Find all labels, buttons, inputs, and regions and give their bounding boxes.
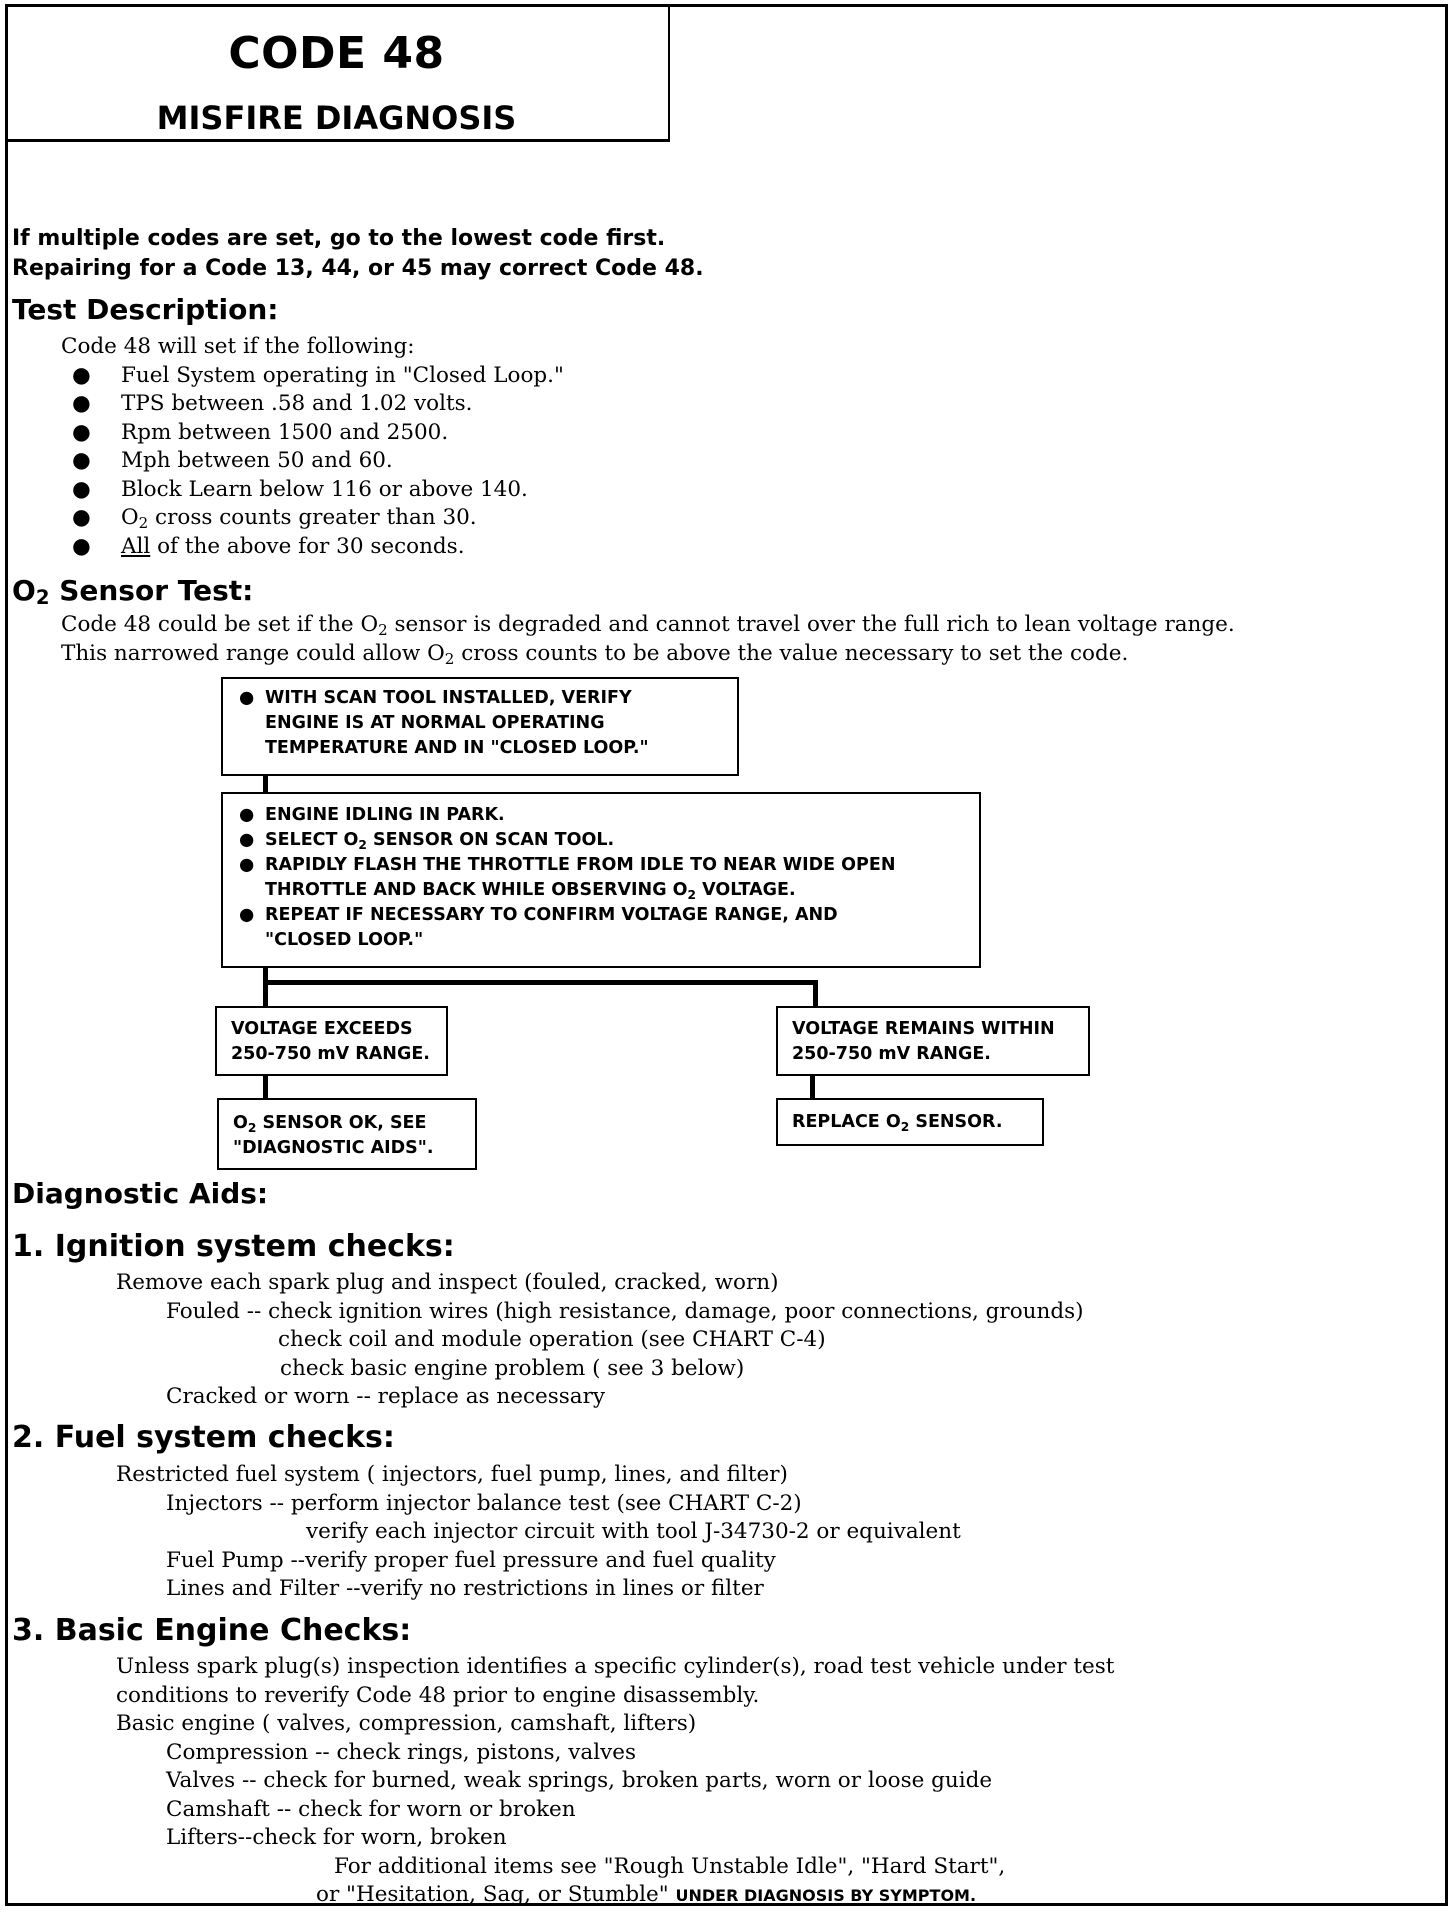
bullet-icon: ● xyxy=(239,905,255,925)
flow-line: 250-750 mV RANGE. xyxy=(792,1044,991,1064)
text-line: Cracked or worn -- replace as necessary xyxy=(166,1384,606,1409)
flow-line: ● RAPIDLY FLASH THE THROTTLE FROM IDLE TO NEAR WIDE OPEN xyxy=(223,853,979,878)
diagnostic-aids-heading: Diagnostic Aids: xyxy=(12,1177,269,1210)
bullet-icon: ● xyxy=(72,419,91,445)
bullet-icon: ● xyxy=(239,805,255,825)
text-line: For additional items see "Rough Unstable Idle", "Hard Start", xyxy=(334,1853,1006,1879)
text-line: check coil and module operation (see CHART C-4) xyxy=(278,1327,826,1352)
list-item: ● TPS between .58 and 1.02 volts. xyxy=(61,390,564,419)
bullet-icon: ● xyxy=(239,830,255,850)
text-line: Basic engine ( valves, compression, camshaft, lifters) xyxy=(116,1711,697,1736)
engine-checks-heading: 3. Basic Engine Checks: xyxy=(12,1613,412,1648)
fuel-checks-text xyxy=(0,1461,961,1604)
text-line: Fuel Pump --verify proper fuel pressure and fuel quality xyxy=(166,1547,776,1573)
text-line: Lifters--check for worn, broken xyxy=(166,1825,507,1850)
ignition-checks-text xyxy=(0,1269,1084,1412)
code-subtitle: MISFIRE DIAGNOSIS xyxy=(156,99,517,137)
list-item: ● Block Learn below 116 or above 140. xyxy=(61,476,564,505)
flow-box-sensor-ok xyxy=(217,1098,477,1170)
test-description-lead: Code 48 will set if the following: xyxy=(61,334,415,359)
engine-checks-text xyxy=(0,1653,1114,1911)
test-description-list xyxy=(61,333,564,561)
flow-line: ● WITH SCAN TOOL INSTALLED, VERIFY xyxy=(223,686,737,711)
text-line: Remove each spark plug and inspect (fouled, cracked, worn) xyxy=(116,1270,779,1295)
text-line: Valves -- check for burned, weak springs, broken parts, worn or loose guide xyxy=(166,1768,993,1793)
flow-line: VOLTAGE REMAINS WITHIN xyxy=(792,1019,1055,1039)
code-title: CODE 48 xyxy=(228,28,445,79)
text-line: Unless spark plug(s) inspection identifies a specific cylinder(s), road test vehicle under test xyxy=(116,1654,1115,1679)
flow-connector xyxy=(813,980,818,1008)
flow-line: TEMPERATURE AND IN "CLOSED LOOP." xyxy=(265,738,649,758)
list-item: ● Fuel System operating in "Closed Loop." xyxy=(61,362,564,391)
flow-line: THROTTLE AND BACK WHILE OBSERVING $O_2$ VOLTAGE. xyxy=(265,880,796,902)
flow-line: $O_2$ SENSOR OK, SEE xyxy=(233,1113,427,1135)
o2-paragraph-line-2: This narrowed range could allow $O_2$ cross counts to be above the value necessary to set the code. xyxy=(61,640,1129,668)
o2-paragraph-line-1: Code 48 could be set if the $O_2$ sensor is degraded and cannot travel over the full rich to lean voltage range. xyxy=(61,612,1235,639)
flow-line: 250-750 mV RANGE. xyxy=(231,1044,430,1064)
flow-connector xyxy=(263,1076,268,1098)
test-description-heading: Test Description: xyxy=(12,293,279,326)
flow-box-replace-sensor xyxy=(776,1098,1044,1146)
flow-line: VOLTAGE EXCEEDS xyxy=(231,1019,413,1039)
bullet-icon: ● xyxy=(72,505,91,530)
intro-line-1: If multiple codes are set, go to the lowest code first. xyxy=(12,226,666,251)
text-line: Camshaft -- check for worn or broken xyxy=(166,1796,576,1822)
text-line: conditions to reverify Code 48 prior to engine disassembly. xyxy=(116,1682,760,1708)
flow-line: ENGINE IS AT NORMAL OPERATING xyxy=(265,713,605,733)
bullet-icon: ● xyxy=(239,688,255,708)
flow-connector xyxy=(263,968,268,1008)
flow-line: ● ENGINE IDLING IN PARK. xyxy=(223,803,979,828)
flow-box-voltage-exceeds xyxy=(215,1006,448,1076)
flow-box-throttle-test xyxy=(221,792,981,968)
flow-line: REPLACE $O_2$ SENSOR. xyxy=(792,1112,1003,1134)
intro-line-2: Repairing for a Code 13, 44, or 45 may correct Code 48. xyxy=(12,256,704,281)
text-line: Compression -- check rings, pistons, valves xyxy=(166,1739,637,1765)
bullet-icon: ● xyxy=(72,391,91,416)
ignition-checks-heading: 1. Ignition system checks: xyxy=(12,1229,455,1264)
text-line: Lines and Filter --verify no restrictions in lines or filter xyxy=(166,1576,764,1601)
flow-line: "CLOSED LOOP." xyxy=(265,930,424,950)
flow-connector xyxy=(263,776,268,792)
flow-line: ● REPEAT IF NECESSARY TO CONFIRM VOLTAGE RANGE, AND xyxy=(223,903,979,928)
bullet-icon: ● xyxy=(72,362,91,388)
text-line: verify each injector circuit with tool J-34730-2 or equivalent xyxy=(306,1519,961,1544)
symptom-reference: UNDER DIAGNOSIS BY SYMPTOM. xyxy=(675,1886,977,1905)
text-line: Restricted fuel system ( injectors, fuel pump, lines, and filter) xyxy=(116,1462,788,1487)
intro-text xyxy=(12,224,704,284)
title-block xyxy=(5,4,670,142)
bullet-icon: ● xyxy=(72,476,91,502)
text-line: or "Hesitation, Sag, or Stumble" UNDER DIAGNOSIS BY SYMPTOM. xyxy=(316,1882,977,1907)
o2-sensor-test-text xyxy=(61,611,1235,668)
text-line: Injectors -- perform injector balance test (see CHART C-2) xyxy=(166,1490,802,1516)
flow-line: ● SELECT $O_2$ SENSOR ON SCAN TOOL. xyxy=(239,830,615,852)
list-item: ● $O_2$ cross counts greater than 30. xyxy=(72,505,477,532)
fuel-checks-heading: 2. Fuel system checks: xyxy=(12,1420,395,1455)
flow-line: "DIAGNOSTIC AIDS". xyxy=(233,1138,434,1158)
flow-connector xyxy=(810,1076,815,1098)
list-item: ● Rpm between 1500 and 2500. xyxy=(61,419,564,448)
bullet-icon: ● xyxy=(72,448,91,473)
text-line: check basic engine problem ( see 3 below) xyxy=(280,1355,745,1381)
flow-box-voltage-within xyxy=(776,1006,1090,1076)
list-item: ● Mph between 50 and 60. xyxy=(61,447,564,476)
text-line: Fouled -- check ignition wires (high resistance, damage, poor connections, grounds) xyxy=(166,1298,1084,1324)
list-item: ● All of the above for 30 seconds. xyxy=(61,533,564,562)
bullet-icon: ● xyxy=(239,855,255,875)
flow-box-verify xyxy=(221,677,739,776)
o2-sensor-test-heading: $O_2$ Sensor Test: xyxy=(12,574,254,609)
bullet-icon: ● xyxy=(72,533,91,559)
flow-connector xyxy=(263,980,818,985)
